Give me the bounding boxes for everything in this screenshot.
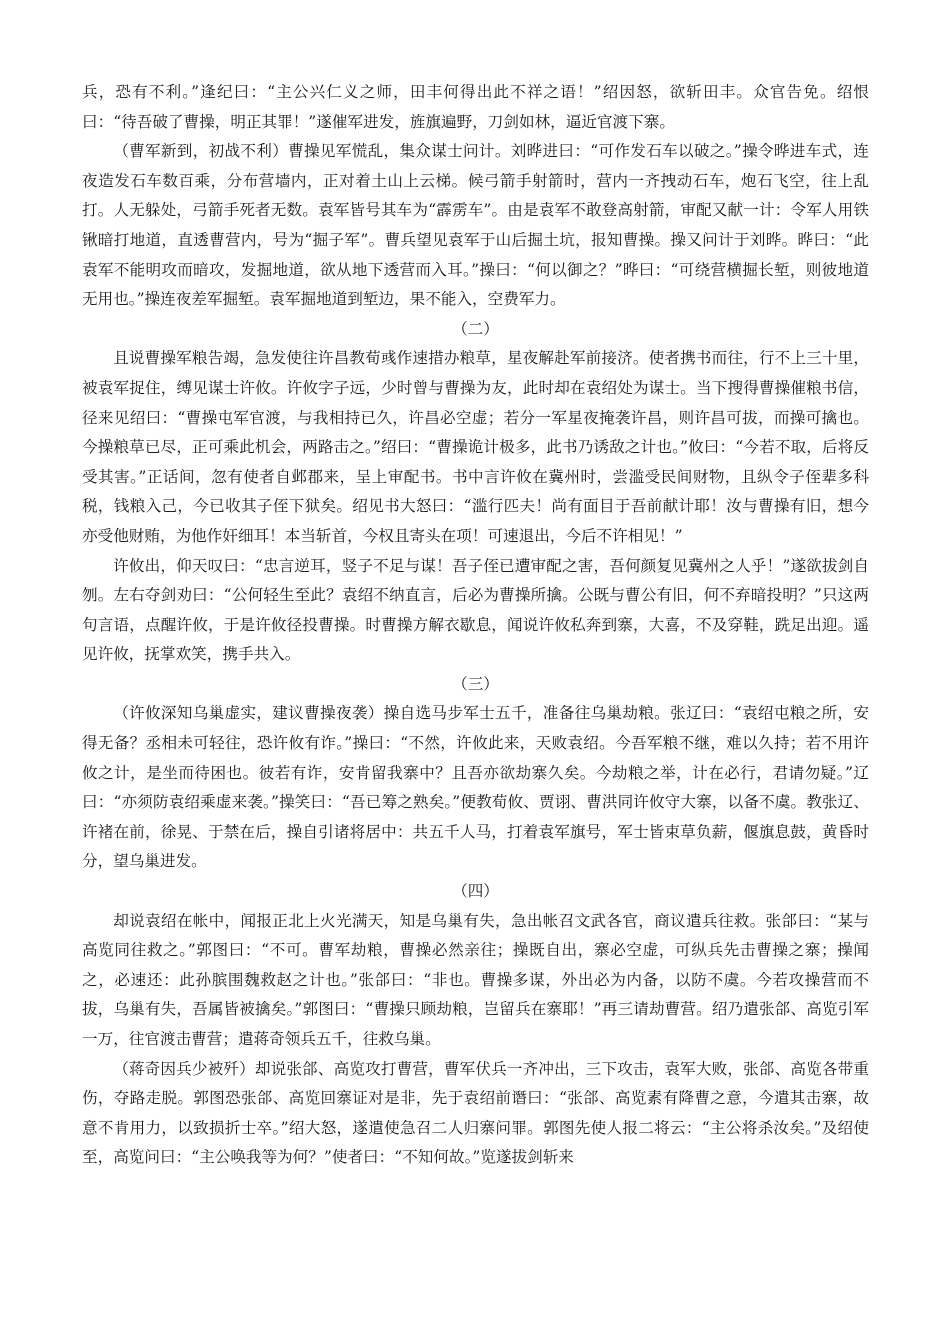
section-four bbox=[82, 907, 869, 1173]
section-heading-two: （二） bbox=[452, 319, 499, 338]
paragraph-continuation: 兵，恐有不利。”逢纪曰：“主公兴仁义之师，田丰何得出此不祥之语！”绍因怒，欲斩田丰。众官告免。绍恨曰：“待吾破了曹操，明正其罪！”遂催军进发，旌旗遍野，刀剑如林，逼近官渡下寨。 bbox=[82, 83, 869, 131]
section-heading-three: （三） bbox=[452, 674, 499, 693]
paragraph-wuchao-raid: （许攸深知乌巢虚实，建议曹操夜袭）操自选马步军士五千，准备往乌巢劫粮。张辽曰：“袁绍屯粮之所，安得无备？丞相未可轻往，恐许攸有诈。”操曰：“不然，许攸此来，天败袁绍。今吾军粮不继，难以久持；若不用许攸之计，是坐而待困也。彼若有诈，安肯留我寨中？且吾亦欲劫寨久矣。今劫粮之举，计在必行，君请勿疑。”辽曰：“亦须防袁绍乘虚来袭。”操笑曰：“吾已筹之熟矣。”便教荀攸、贾诩、曹洪同许攸守大寨，以备不虞。教张辽、许褚在前，徐晃、于禁在后，操自引诸将居中：共五千人马，打着袁军旗号，军士皆束草负薪，偃旗息鼓，黄昏时分，望乌巢进发。 bbox=[82, 704, 869, 871]
paragraph-jiangqi-defeat: （蒋奇因兵少被歼）却说张郃、高览攻打曹营，曹军伏兵一齐冲出，三下攻击，袁军大败，张郃、高览各带重伤，夺路走脱。郭图恐张郃、高览回寨证对是非，先于袁绍前谮曰：“张郃、高览素有降曹之意，今遣其击寨，故意不肯用力，以致损折士卒。”绍大怒，遂遣使急召二人归寨问罪。郭图先使人报二将云：“主公将杀汝矣。”及绍使至，高览问曰：“主公唤我等为何？”使者曰：“不知何故。”览遂拔剑斩来 bbox=[82, 1059, 869, 1167]
paragraph-xuyou-advice: 且说曹操军粮告竭，急发使往许昌教荀彧作速措办粮草，星夜解赴军前接济。使者携书而往，行不上三十里，被袁军捉住，缚见谋士许攸。许攸字子远，少时曾与曹操为友，此时却在袁绍处为谋士。当下搜得曹操催粮书信，径来见绍曰：“曹操屯军官渡，与我相持已久，许昌必空虚；若分一军星夜掩袭许昌，则许昌可拔，而操可擒也。今操粮草已尽，正可乘此机会，两路击之。”绍曰：“曹操诡计极多，此书乃诱敌之计也。”攸曰：“今若不取，后将反受其害。”正话间，忽有使者自邺郡来，呈上审配书。书中言许攸在冀州时，尝滥受民间财物，且纵令子侄辈多科税，钱粮入己，今已收其子侄下狱矣。绍见书大怒曰：“滥行匹夫！尚有面目于吾前献计耶！汝与曹操有旧，想今亦受他财贿，为他作奸细耳！本当斩首，今权且寄头在项！可速退出，今后不许相见！” bbox=[82, 349, 869, 545]
paragraph-xuyou-defects: 许攸出，仰天叹曰：“忠言逆耳，竖子不足与谋！吾子侄已遭审配之害，吾何颜复见冀州之人乎！”遂欲拔剑自刎。左右夺剑劝曰：“公何轻生至此？袁绍不纳直言，后必为曹操所擒。公既与曹公有旧，何不弃暗投明？”只这两句言语，点醒许攸，于是许攸径投曹操。时曹操方解衣歇息，闻说许攸私奔到寨，大喜，不及穿鞋，跣足出迎。遥见许攸，抚掌欢笑，携手共入。 bbox=[82, 556, 869, 664]
paragraph-catapult: （曹军新到，初战不利）曹操见军慌乱，集众谋士问计。刘晔进曰：“可作发石车以破之。”操令晔进车式，连夜造发石车数百乘，分布营墙内，正对着土山上云梯。候弓箭手射箭时，营内一齐拽动石车，炮石飞空，往上乱打。人无躲处，弓箭手死者无数。袁军皆号其车为“霹雳车”。由是袁军不敢登高射箭，审配又献一计：令军人用铁锹暗打地道，直透曹营内，号为“掘子军”。曹兵望见袁军于山后掘土坑，报知曹操。操又问计于刘晔。晔曰：“此袁军不能明攻而暗攻，发掘地道，欲从地下透营而入耳。”操曰：“何以御之？”晔曰：“可绕营横掘长堑，则彼地道无用也。”操连夜差军掘堑。袁军掘地道到堑边，果不能入，空费军力。 bbox=[82, 142, 869, 309]
section-heading-four: （四） bbox=[452, 882, 499, 901]
section-one bbox=[82, 78, 869, 315]
document-page bbox=[82, 78, 869, 1173]
paragraph-yuanshao-council: 却说袁绍在帐中，闻报正北上火光满天，知是乌巢有失，急出帐召文武各官，商议遣兵往救。张郃曰：“某与高览同往救之。”郭图曰：“不可。曹军劫粮，曹操必然亲往；操既自出，寨必空虚，可纵兵先击曹操之寨；操闻之，必速还：此孙膑围魏救赵之计也。”张郃曰：“非也。曹操多谋，外出必为内备，以防不虞。今若攻操营而不拔，乌巢有失，吾属皆被擒矣。”郭图曰：“曹操只顾劫粮，岂留兵在寨耶！”再三请劫曹营。绍乃遣张郃、高览引军一万，往官渡击曹营；遣蒋奇领兵五千，往救乌巢。 bbox=[82, 911, 869, 1048]
section-three bbox=[82, 699, 869, 877]
section-two bbox=[82, 344, 869, 670]
